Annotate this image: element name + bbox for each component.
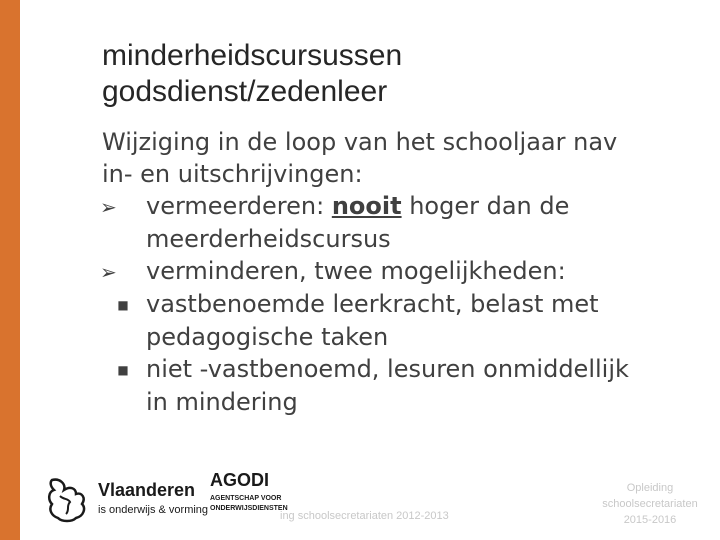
- sub2-line-1: niet -vastbenoemd, lesuren onmiddellijk: [146, 355, 629, 383]
- vlaanderen-logo-subtext: is onderwijs & vorming: [98, 504, 209, 516]
- arrow-bullet-icon: ➢: [100, 260, 117, 284]
- intro-line-2: in- en uitschrijvingen:: [102, 160, 363, 188]
- slide-footer: [0, 462, 720, 540]
- item1-continuation: meerderheidscursus: [146, 225, 391, 253]
- item2-text: verminderen, twee mogelijkheden:: [146, 257, 566, 285]
- footer-right-line-2: schoolsecretariaten: [602, 498, 698, 510]
- sub2-line-2: in mindering: [146, 388, 298, 416]
- sub-item-niet-vastbenoemd: [102, 353, 702, 386]
- vlaanderen-logo-text: Vlaanderen: [98, 480, 196, 500]
- vlaanderen-lion-logo-icon: [46, 476, 90, 524]
- slide-body: [102, 126, 702, 418]
- slide-title-line-1: minderheidscursussen: [102, 39, 403, 72]
- sub1-line-1: vastbenoemde leerkracht, belast met: [146, 290, 599, 318]
- sub-item-vastbenoemde: [102, 288, 702, 321]
- square-bullet-icon: ■: [117, 363, 129, 377]
- footer-right-line-3: 2015-2016: [623, 514, 677, 526]
- intro-line-1: Wijziging in de loop van het schooljaar nav: [102, 128, 618, 156]
- item1-suffix: hoger dan de: [401, 192, 570, 220]
- slide-title-line-2: godsdienst/zedenleer: [102, 75, 388, 108]
- arrow-bullet-icon: ➢: [100, 195, 117, 219]
- footer-right-text: [585, 480, 715, 528]
- footer-center-text: ing schoolsecretariaten 2012-2013: [280, 510, 449, 522]
- agodi-logo-subtext: AGENTSCHAP VOOR ONDERWIJSDIENSTEN: [210, 495, 288, 512]
- footer-right-line-1: Opleiding: [626, 482, 674, 494]
- list-item-verminderen: [102, 255, 702, 288]
- list-item-vermeerderen: [102, 190, 702, 223]
- agodi-logo-text: AGODI: [210, 470, 270, 490]
- item1-emphasis: nooit: [331, 192, 402, 220]
- square-bullet-icon: ■: [117, 298, 129, 312]
- slide-title: [102, 38, 702, 110]
- sub1-line-2: pedagogische taken: [146, 323, 389, 351]
- accent-sidebar-bar: [0, 0, 20, 540]
- item1-prefix: vermeerderen:: [146, 192, 332, 220]
